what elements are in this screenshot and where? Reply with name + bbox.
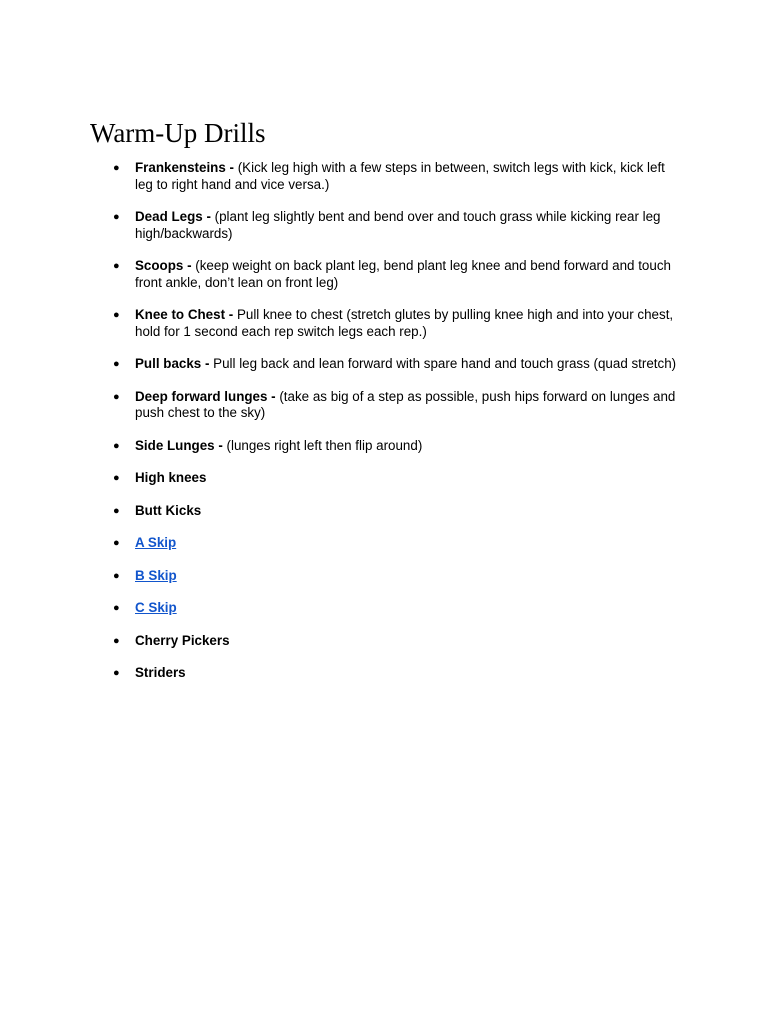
drill-name: Side Lunges - (135, 437, 227, 453)
drill-name: Striders (135, 665, 186, 680)
bullet-icon: ● (113, 260, 120, 272)
list-item (0, 503, 683, 520)
drill-description: (Kick leg high with a few steps in between, switch legs with kick, kick left leg to right hand and vice versa.) (135, 160, 665, 192)
drill-name: Cherry Pickers (135, 632, 230, 648)
bullet-icon: ● (113, 472, 120, 484)
bullet-icon: ● (113, 309, 120, 321)
bullet-icon: ● (113, 390, 120, 403)
bullet-icon: ● (113, 569, 120, 582)
list-item (0, 470, 683, 487)
drill-name: Dead Legs - (135, 209, 215, 224)
list-item (0, 160, 683, 193)
a-skip-link[interactable]: A Skip (135, 535, 177, 550)
drill-name: Knee to Chest - (135, 307, 237, 322)
bullet-icon: ● (113, 504, 120, 517)
bullet-icon: ● (113, 537, 120, 549)
bullet-icon: ● (113, 358, 120, 370)
bullet-icon: ● (113, 634, 120, 647)
list-item (0, 438, 683, 455)
drill-name: High knees (135, 470, 207, 485)
bullet-icon: ● (113, 667, 120, 679)
drill-description: (take as big of a step as possible, push hips forward on lunges and push chest to the sky) (135, 388, 676, 420)
bullet-icon: ● (113, 602, 120, 614)
drill-description: (plant leg slightly bent and bend over and touch grass while kicking rear leg high/backwards) (135, 209, 661, 241)
list-item (0, 356, 683, 373)
drill-description: (keep weight on back plant leg, bend plant leg knee and bend forward and touch front ankle, don’t lean on front leg) (135, 258, 671, 290)
page-title: Warm-Up Drills (90, 118, 266, 148)
drill-name: Pull backs - (135, 356, 214, 371)
b-skip-link[interactable]: B Skip (135, 567, 177, 583)
list-item (0, 535, 683, 552)
list-item (0, 307, 683, 340)
drill-description: (lunges right left then flip around) (226, 437, 423, 453)
bullet-icon: ● (113, 439, 120, 452)
drill-description: Pull knee to chest (stretch glutes by pulling knee high and into your chest, hold for 1 second each rep switch legs each rep.) (135, 307, 674, 339)
drill-name: Butt Kicks (135, 502, 202, 518)
c-skip-link[interactable]: C Skip (135, 600, 177, 615)
list-item (0, 665, 683, 682)
drill-name: Deep forward lunges - (135, 388, 280, 404)
drill-name: Frankensteins - (135, 160, 238, 175)
list-item (0, 209, 683, 242)
drill-description: Pull leg back and lean forward with spare hand and touch grass (quad stretch) (213, 356, 677, 371)
drill-name: Scoops - (135, 258, 196, 273)
list-item (0, 389, 683, 422)
list-item (0, 633, 683, 650)
bullet-icon: ● (113, 162, 120, 174)
list-item (0, 600, 683, 617)
list-item (0, 258, 683, 291)
bullet-icon: ● (113, 211, 120, 223)
list-item (0, 568, 683, 585)
drill-list (0, 160, 768, 698)
